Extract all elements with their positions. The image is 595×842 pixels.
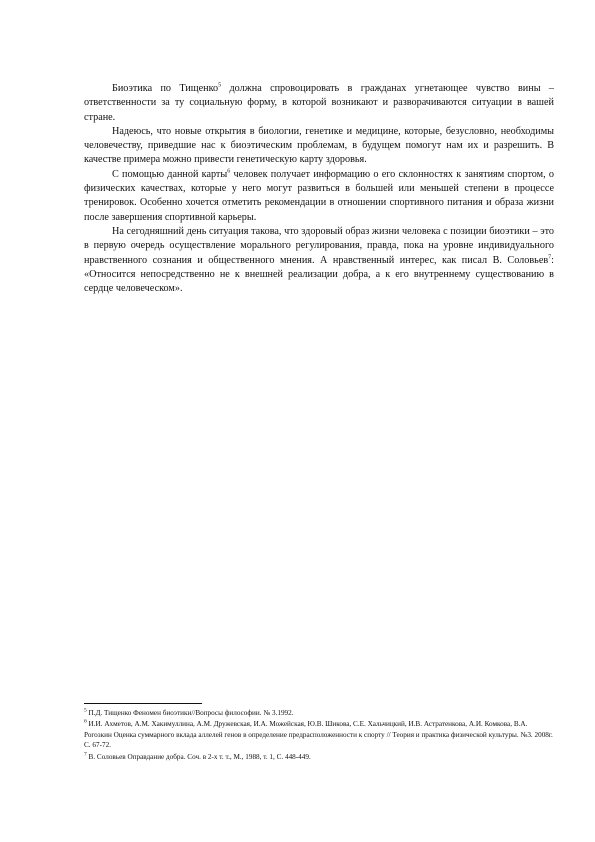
paragraph-text: должна спровоцировать в гражданах угнетающее чувство вины – ответственности за ту социальную форму, в которой возникают и разворачиваются ситуации в вашей стране.	[84, 83, 554, 123]
footnote-ref: 7	[548, 254, 552, 261]
footnote-number: 7	[84, 751, 87, 758]
paragraph-text: На сегодняшний день ситуация такова, что здоровый образ жизни человека с позиции биоэтики – это в первую очередь осуществление морального регулирования, правда, пока на уровне индивидуального нравственного сознания и общественного мнения. А нравственный интерес, как писал В. Соловьев	[84, 225, 554, 266]
footnote-separator	[84, 703, 202, 704]
footnote-number: 5	[84, 707, 87, 714]
footnote-7	[84, 752, 554, 762]
footnote-text: В. Соловьев Оправдание добра. Соч. в 2-х т. т., М., 1988, т. 1, С. 448-449.	[86, 752, 311, 761]
footnote-ref: 6	[227, 168, 231, 175]
body-text	[84, 82, 554, 296]
paragraph-3	[84, 168, 554, 225]
footnote-ref: 5	[218, 82, 222, 89]
footnote-number: 6	[84, 719, 87, 726]
paragraph-2	[84, 125, 554, 168]
paragraph-1	[84, 82, 554, 125]
paragraph-text: Надеюсь, что новые открытия в биологии, генетике и медицине, которые, безусловно, необходимы человечеству, приведшие нас к биоэтическим проблемам, в будущем помогут нам их и разрешить. В качестве примера можно привести генетическую карту здоровья.	[84, 125, 554, 166]
footnote-5	[84, 708, 554, 718]
paragraph-text: : «Относится непосредственно не к внешней реализации добра, а к его внутреннему существованию в сердце человеческом».	[84, 254, 554, 295]
footnote-6	[84, 719, 554, 750]
footnote-text: И.И. Ахметов, А.М. Хакимуллина, А.М. Дружевская, И.А. Можейская, Ю.В. Шикова, С.Е. Хальчицкий, И.В. Астратенкова, А.И. Комкова, В.А. Рогозкин Оценка суммарного вклада аллелей генов в определение предрасположенности к спорту // Теория и практика физической культуры. №3. 2008г. С. 67-72.	[84, 720, 553, 750]
paragraph-text: Биоэтика по Тищенко	[112, 83, 219, 94]
paragraph-text: С помощью данной карты	[112, 168, 228, 180]
paragraph-text: человек получает информацию о его склонностях к занятиям спортом, о физических качествах, которые у него могут развиться в большей или меньшей степени в процессе тренировок. Особенно хочется отметить рекомендации в отношении спортивного питания и образа жизни после завершения спортивной карьеры.	[84, 168, 554, 223]
footnotes	[84, 708, 554, 763]
paragraph-4	[84, 225, 554, 296]
footnote-text: П.Д. Тищенко Феномен биоэтики//Вопросы философии. № 3.1992.	[86, 709, 294, 717]
